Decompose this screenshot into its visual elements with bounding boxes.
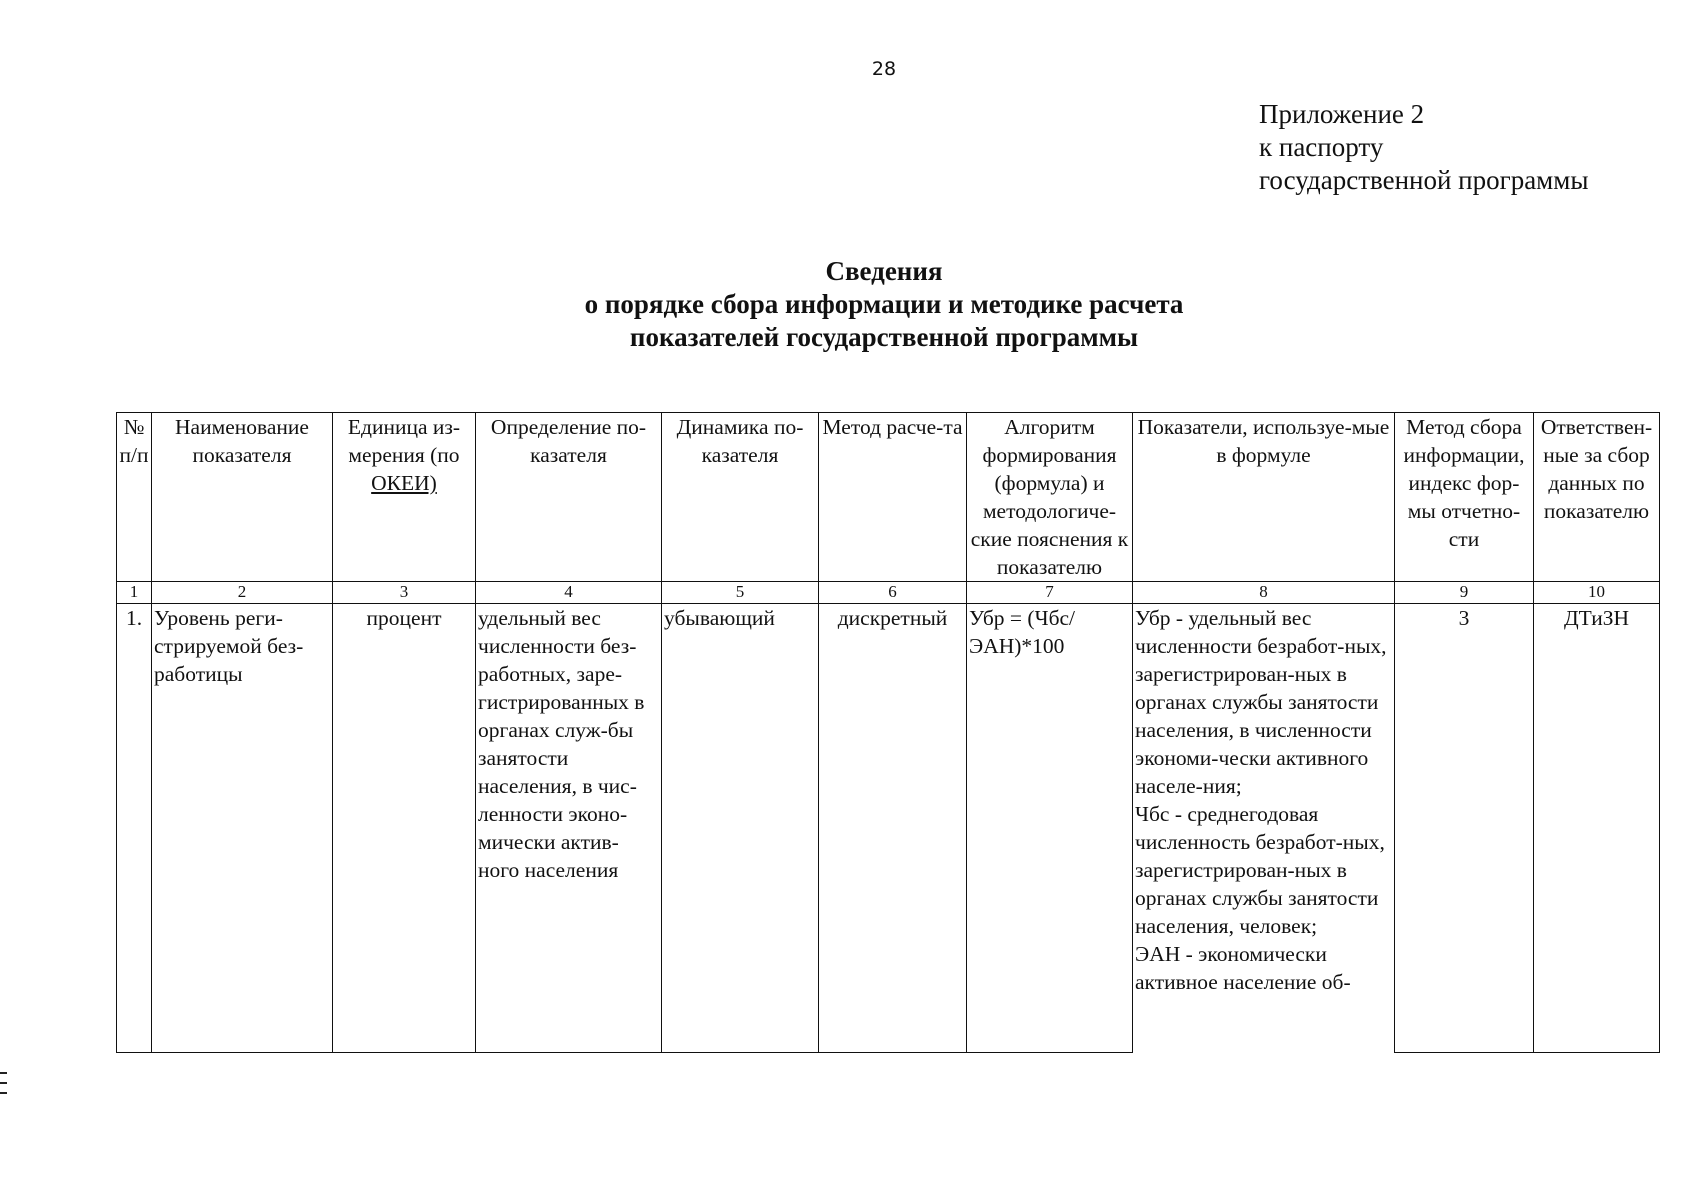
cell-definition: удельный вес численности без-работных, заре-гистрированных в органах служ-бы занятости населения, в чис-ленности эконо-мически актив-ного населения (476, 604, 662, 1053)
appendix-note (1259, 98, 1589, 197)
column-number: 10 (1534, 582, 1660, 604)
header-unit-okei: ОКЕИ) (371, 471, 437, 495)
column-number: 3 (333, 582, 476, 604)
column-number: 7 (967, 582, 1133, 604)
appendix-line-1: Приложение 2 (1259, 99, 1425, 129)
title-line-2: о порядке сбора информации и методике расчета (584, 289, 1184, 319)
appendix-line-3: государственной программы (1259, 165, 1589, 195)
column-number: 1 (117, 582, 152, 604)
column-number: 8 (1133, 582, 1395, 604)
header-cell-algorithm: Алгоритм формирования (формула) и методологиче-ские пояснения к показателю (967, 413, 1133, 582)
indicators-table (116, 412, 1660, 1053)
appendix-line-2: к паспорту (1259, 132, 1384, 162)
cell-collection-method: 3 (1395, 604, 1534, 1053)
header-unit-text: Единица из-мерения (по (347, 415, 461, 467)
column-number: 5 (662, 582, 819, 604)
cell-method: дискретный (819, 604, 967, 1053)
column-number: 4 (476, 582, 662, 604)
cell-unit: процент (333, 604, 476, 1053)
cell-dynamics: убывающий (662, 604, 819, 1053)
page-number: 28 (871, 58, 897, 80)
header-cell-dynamics: Динамика по-казателя (662, 413, 819, 582)
header-cell-responsible: Ответствен-ные за сбор данных по показателю (1534, 413, 1660, 582)
header-cell-unit (333, 413, 476, 582)
cell-formula-indicators: Убр - удельный вес численности безработ-ных, зарегистрирован-ных в органах службы занятости населения, в численности экономи-чески активного населе-ния; Чбс - среднегодовая численность безработ-ных, зарегистрирован-ных в органах службы занятости населения, человек; ЭАН - экономически активное население об- (1133, 604, 1395, 1053)
cell-responsible: ДТиЗН (1534, 604, 1660, 1053)
title-line-3: показателей государственной программы (629, 322, 1139, 352)
document-title (0, 255, 1697, 354)
header-cell-name: Наименование показателя (152, 413, 333, 582)
title-line-1: Сведения (825, 256, 943, 286)
cell-algorithm: Убр = (Чбс/ЭАН)*100 (967, 604, 1133, 1053)
cell-row-number: 1. (117, 604, 152, 1053)
scan-edge-mark (0, 1092, 7, 1094)
header-row (117, 413, 1660, 582)
header-cell-number: № п/п (117, 413, 152, 582)
header-cell-method: Метод расче-та (819, 413, 967, 582)
scan-edge-mark (0, 1072, 7, 1074)
column-number: 6 (819, 582, 967, 604)
table-row (117, 604, 1660, 1053)
cell-indicator-name: Уровень реги-стрируемой без-работицы (152, 604, 333, 1053)
header-cell-indicators: Показатели, используе-мые в формуле (1133, 413, 1395, 582)
column-number: 2 (152, 582, 333, 604)
column-number-row (117, 582, 1660, 604)
header-cell-definition: Определение по-казателя (476, 413, 662, 582)
column-number: 9 (1395, 582, 1534, 604)
header-cell-collection: Метод сбора информации, индекс фор-мы отчетно-сти (1395, 413, 1534, 582)
scan-edge-mark (0, 1082, 7, 1084)
